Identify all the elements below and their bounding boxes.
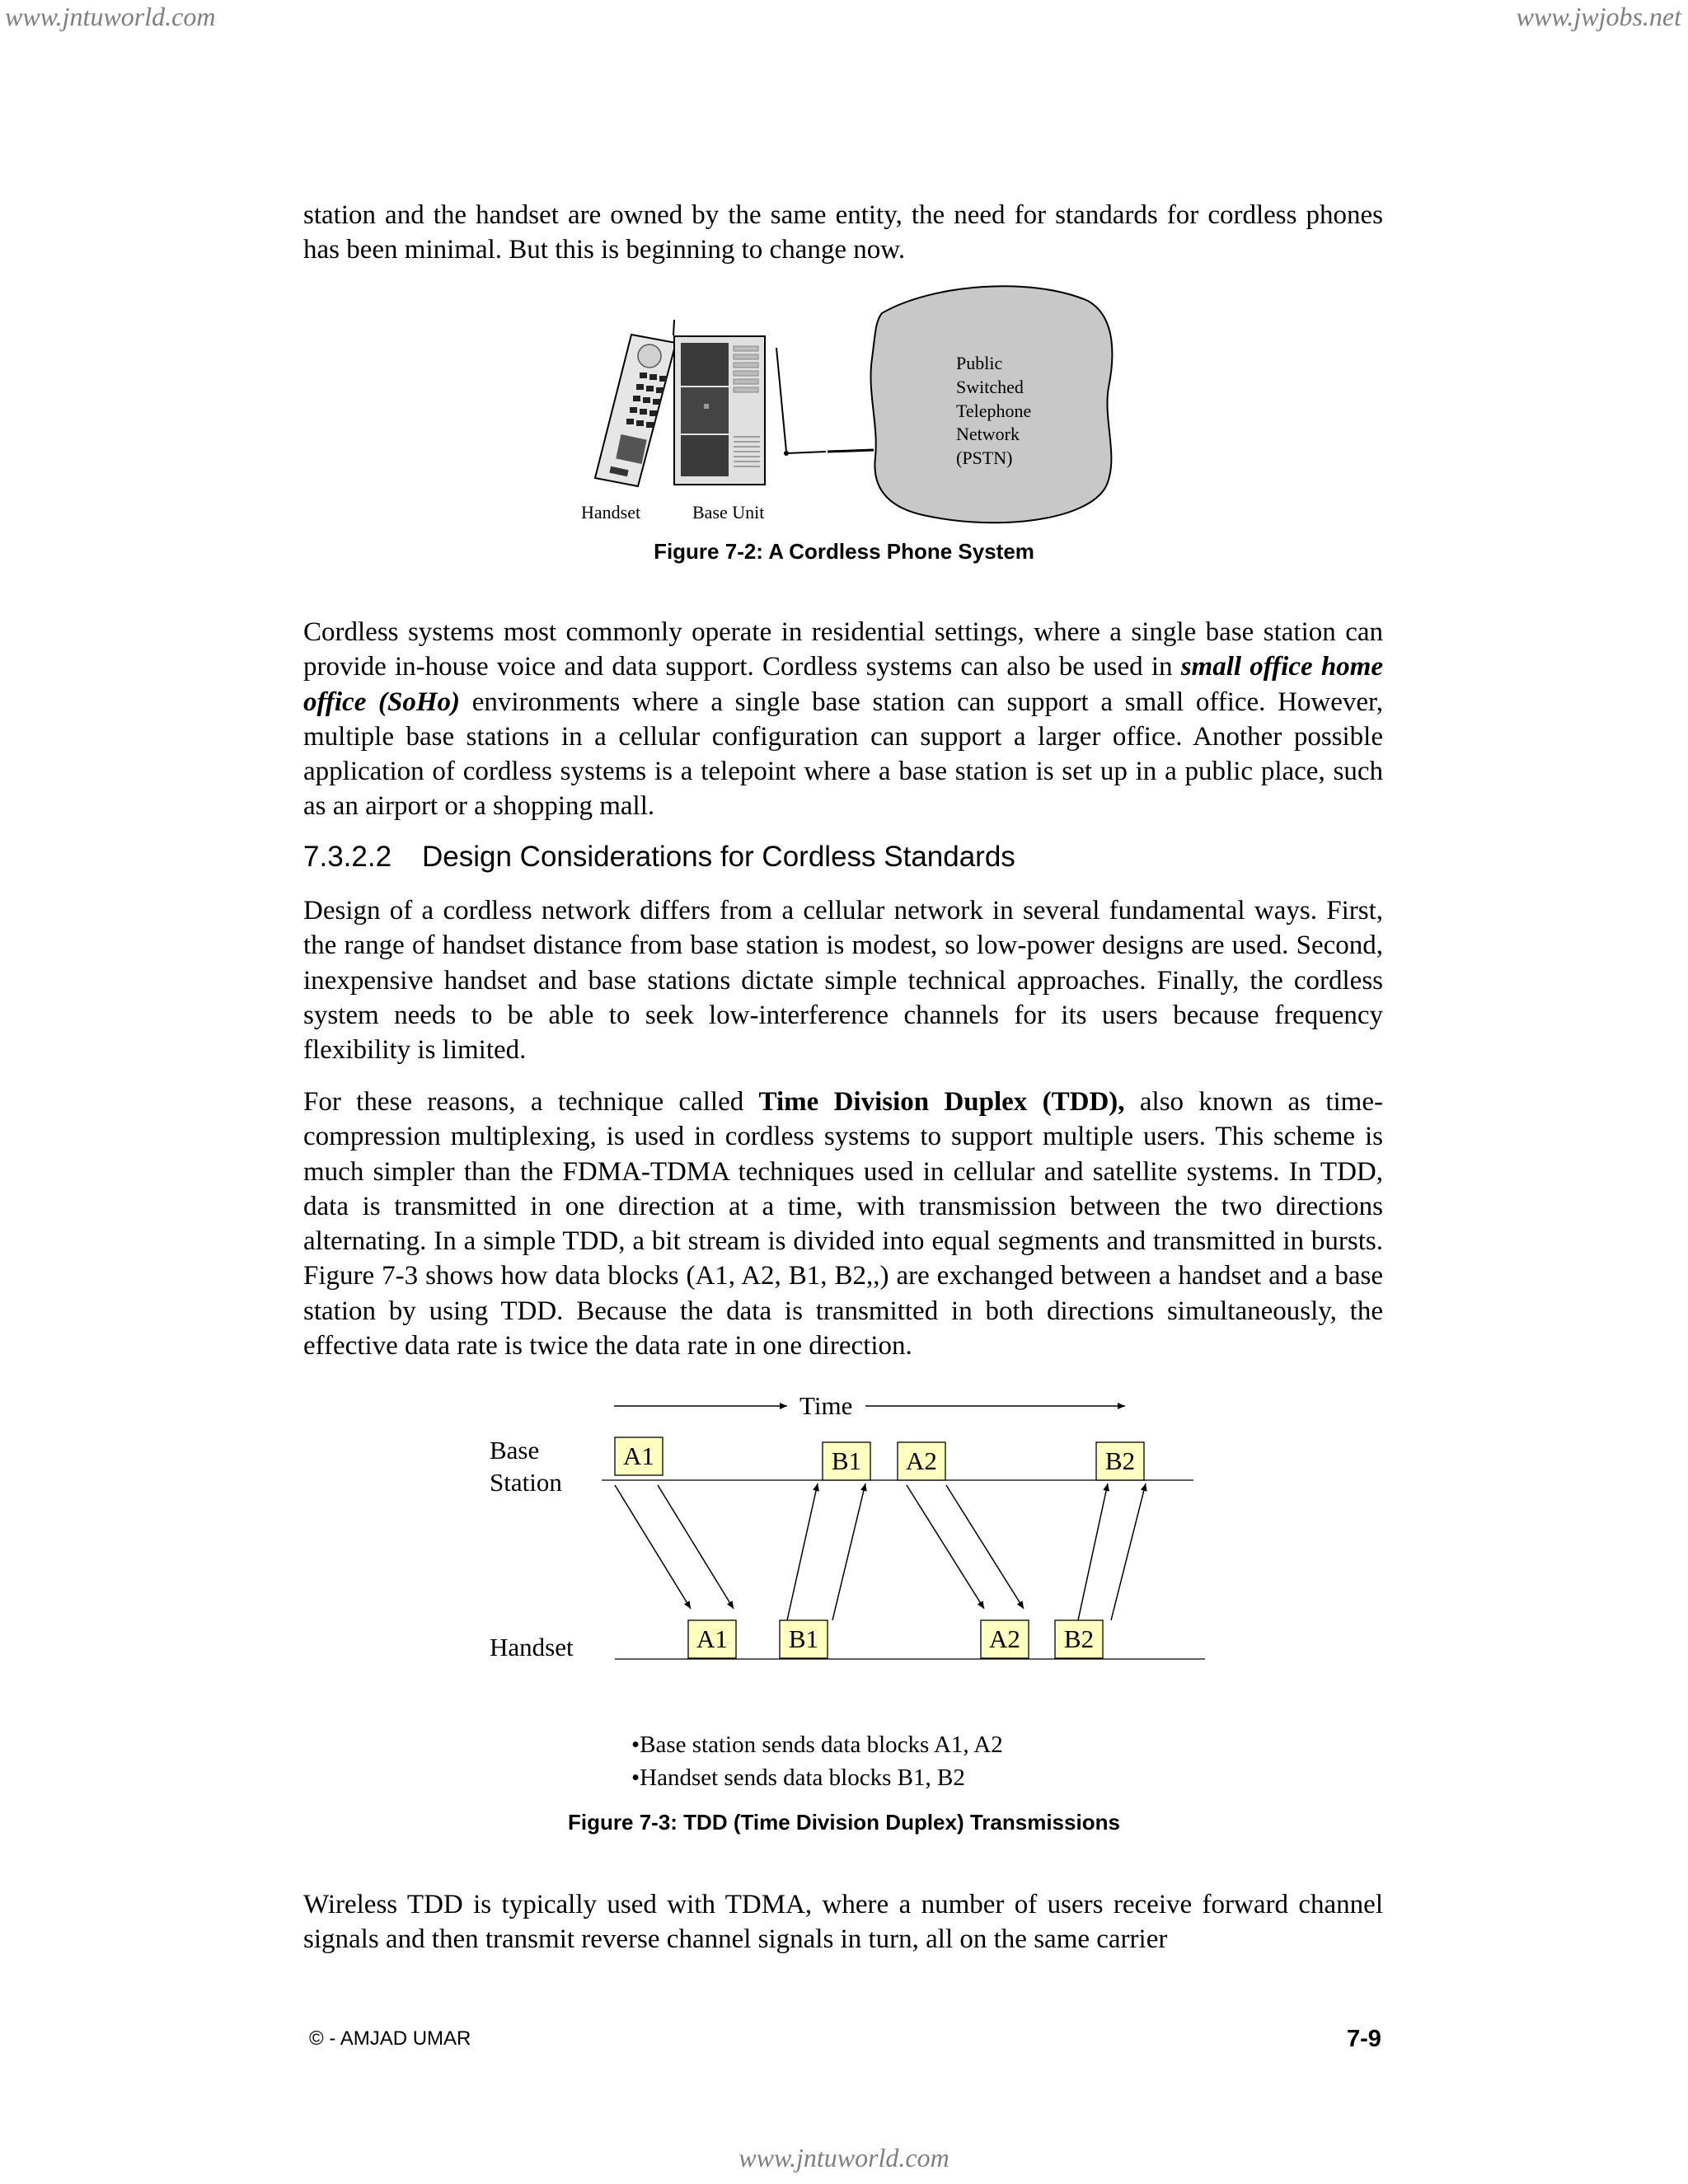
- arrow-b1-end: [832, 1483, 865, 1620]
- soho-emphasis: small office home office (SoHo): [303, 652, 1383, 717]
- figure-7-2-caption: Figure 7-2: A Cordless Phone System: [654, 539, 1034, 564]
- para2-text: Design of a cordless network differs from a cellular network in several fundamental ways. First, the range of handset distance from base station is modest, so low-power designs are used. Second, inexpensive handset and base stations dictate simple technical approaches. Finally, the cordless system needs to be able to seek low-interference channels for its users because frequency flexibility is limited.: [303, 896, 1383, 1066]
- pstn-line: Network: [956, 424, 1020, 444]
- base-station-label: Base Station: [490, 1436, 562, 1497]
- block-label: B1: [831, 1446, 862, 1475]
- handset-block-b1: [780, 1620, 828, 1658]
- time-label: Time: [799, 1391, 853, 1420]
- arrow-b2-start: [1078, 1483, 1108, 1620]
- footer-author: © - AMJAD UMAR: [309, 2027, 471, 2050]
- bullet-handset: •Handset sends data blocks B1, B2: [631, 1765, 965, 1791]
- paragraph-design-differences: [303, 893, 1383, 1067]
- transmission-arrows: [615, 1483, 1146, 1620]
- block-label: B1: [788, 1624, 819, 1653]
- handset-illustration: [595, 320, 676, 486]
- block-label: B2: [1104, 1446, 1136, 1475]
- para1-text-cont: environments where a single base station can support a small office. However, multiple base stations in a cellular configuration can support a larger office. Another possible application of cordless systems is a telepoint where a base station is set up in a public place, such as an airport or a shopping mall.: [303, 687, 1383, 822]
- handset-block-a2: [981, 1620, 1029, 1658]
- paragraph-wireless-tdd: [303, 1887, 1383, 1957]
- base-block-b2: [1096, 1442, 1144, 1480]
- base-unit-illustration: [674, 336, 826, 485]
- arrow-a2-start: [907, 1485, 984, 1609]
- bullet-base-station: •Base station sends data blocks A1, A2: [631, 1732, 1003, 1758]
- block-label: B2: [1063, 1624, 1095, 1653]
- block-label: A1: [696, 1624, 728, 1653]
- pstn-line: Public: [956, 353, 1003, 373]
- para1-text: Cordless systems most commonly operate in residential settings, where a single base station can provide in-house voice and data support. Cordless systems can also be used in: [303, 617, 1383, 682]
- para3-text-cont: also known as time-compression multiplexing, is used in cordless systems to support multiple users. This scheme is much simpler than the FDMA-TDMA techniques used in cellular and satellite systems. In TDD, data is transmitted in one direction at a time, with transmission between the two directions alternating. In a simple TDD, a bit stream is divided into equal segments and transmitted in bursts. Figure 7-3 shows how data blocks (A1, A2, B1, B2,,) are exchanged between a handset and a base station by using TDD. Because the data is transmitted in both directions simultaneously, the effective data rate is twice the data rate in one direction.: [303, 1087, 1383, 1361]
- handset-block-b2: [1055, 1620, 1103, 1658]
- handset-row-label: Handset: [490, 1633, 574, 1661]
- block-label: A2: [989, 1624, 1020, 1653]
- arrow-a1-start: [615, 1485, 691, 1609]
- base-block-b1: [823, 1442, 870, 1480]
- tdd-figure: [470, 1376, 1212, 1805]
- cordless-phone-figure: [569, 280, 1129, 527]
- section-number: 7.3.2.2: [303, 841, 392, 873]
- watermark-top-right: www.jwjobs.net: [1516, 2, 1681, 31]
- block-label: A2: [906, 1446, 937, 1475]
- base-unit-label: Base Unit: [692, 502, 765, 523]
- block-label: A1: [623, 1441, 654, 1470]
- watermark-top-left: www.jntuworld.com: [5, 2, 216, 31]
- intro-text: station and the handset are owned by the same entity, the need for standards for cordless phones has been minimal. But this is beginning to change now.: [303, 200, 1383, 265]
- watermark-bottom: www.jntuworld.com: [738, 2143, 950, 2172]
- paragraph-tdd: [303, 1085, 1383, 1363]
- para3-text: For these reasons, a technique called: [303, 1087, 759, 1117]
- intro-paragraph: [303, 198, 1383, 268]
- figure-7-3-caption: Figure 7-3: TDD (Time Division Duplex) Transmissions: [568, 1810, 1120, 1835]
- pstn-connection-line: [828, 450, 874, 452]
- para4-text: Wireless TDD is typically used with TDMA, where a number of users receive forward channel signals and then transmit reverse channel signals in turn, all on the same carrier: [303, 1890, 1383, 1955]
- tdd-bold-term: Time Division Duplex (TDD),: [758, 1087, 1125, 1117]
- arrow-a1-end: [658, 1485, 734, 1609]
- handset-block-a1: [688, 1620, 736, 1658]
- handset-label: Handset: [581, 502, 641, 523]
- paragraph-cordless-settings: [303, 615, 1383, 824]
- page-number: 7-9: [1347, 2026, 1381, 2052]
- arrow-b1-start: [787, 1483, 818, 1620]
- base-block-a1: [615, 1437, 663, 1475]
- arrow-b2-end: [1111, 1483, 1146, 1620]
- section-heading: [303, 841, 1015, 874]
- pstn-line: Switched: [956, 377, 1024, 397]
- handset-blocks: [688, 1620, 1103, 1658]
- pstn-line: Telephone: [956, 401, 1032, 421]
- arrow-a2-end: [946, 1485, 1024, 1609]
- section-title: Design Considerations for Cordless Standards: [422, 841, 1015, 873]
- base-station-blocks: [615, 1437, 1144, 1480]
- base-block-a2: [898, 1442, 945, 1480]
- pstn-line: (PSTN): [956, 448, 1013, 468]
